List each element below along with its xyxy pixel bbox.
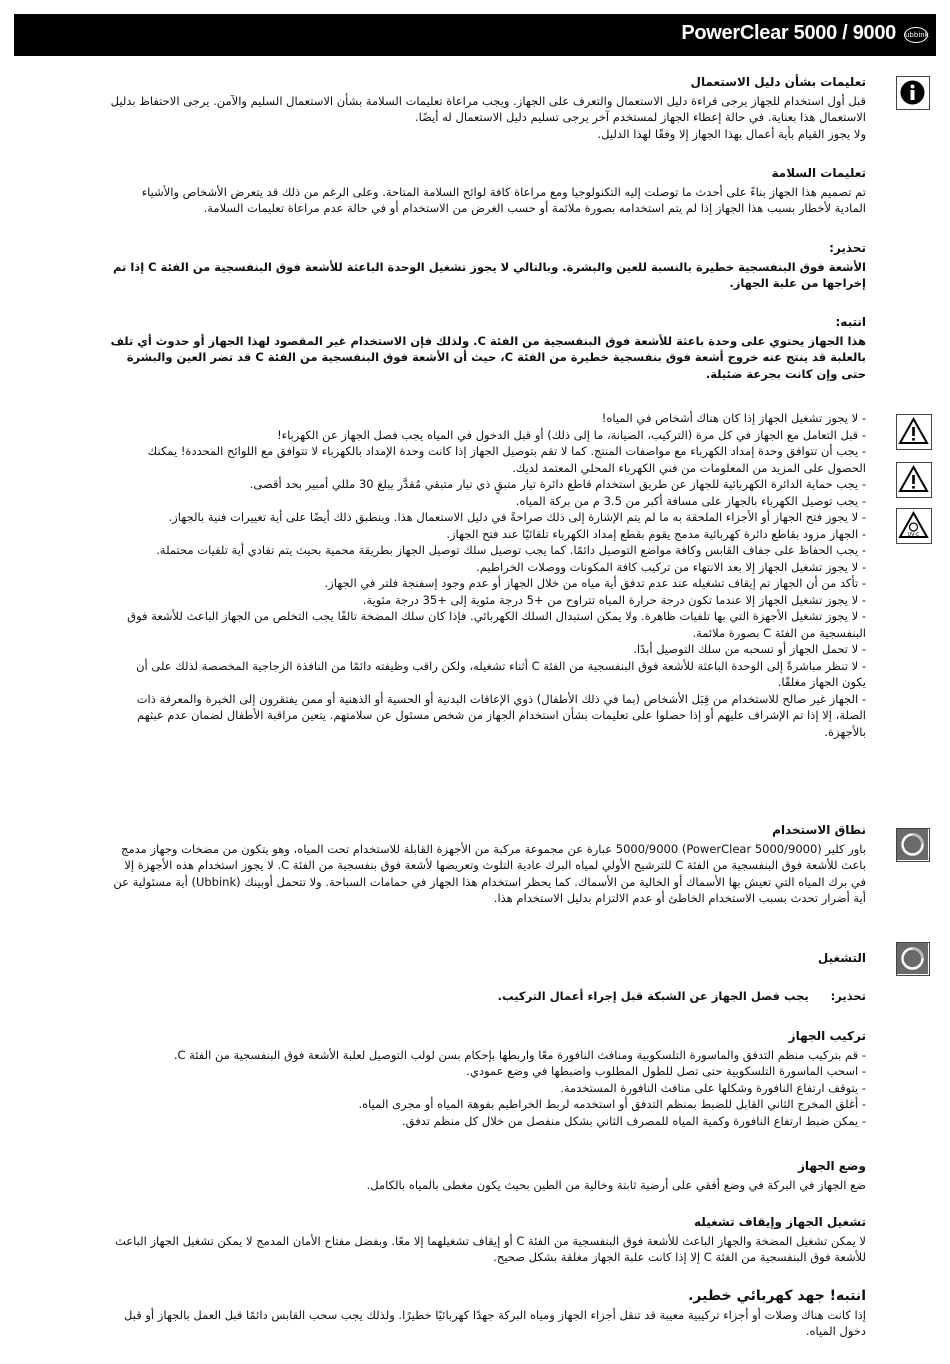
list-item: - لا يجوز فتح الجهاز أو الأجزاء الملحقة به ما لم يتم الإشارة إلى ذلك صراحةً في دليل الاستعمال هذا. وينطبق ذلك أيضًا على أية تغييرات فنية بالجهاز.: [110, 509, 866, 526]
manual-text: قبل أول استخدام للجهاز يرجى قراءة دليل الاستعمال والتعرف على الجهاز. ويجب مراعاة تعليمات السلامة بشأن الاستعمال السليم والآمن. يرجى الاحتفاظ بدليل الاستعمال هذا بعناية. في حالة إعطاء الجهاز لمستخدم آخر يرجى تسليم دليل الاستعمال له أيضًا.: [110, 93, 866, 124]
list-item: - لا يجوز تشغيل الجهاز إذا كان هناك أشخاص في المياه!: [110, 410, 866, 427]
list-item: - الجهاز مزود بقاطع دائرة كهربائية مدمج يقوم بقطع إمداد الكهرباء تلقائيًا عند فتح الجهاز.: [110, 526, 866, 543]
electric-danger-text: إذا كانت هناك وصلات أو أجزاء تركيبية معيبة قد تنقل أجزاء الجهاز ومياه البركة جهدًا كهربائيًا خطيرًا. ولذلك يجب سحب القابس دائمًا قبل العمل بالجهاز أو قبل دخول المياه.: [124, 1307, 866, 1338]
scope-text: باور كلير (PowerClear 5000/9000) 5000/9000 عبارة عن مجموعة مركبة من الأجهزة القابلة للاستخدام تحت المياه، وهو يتكون من مضخات وجهاز مدمج باعث للأشعة فوق البنفسجية من الفئة C للترشيح الأولي لمياه البرك عادية التلوث وتعريضها لأشعة فوق بنفسجية من الفئة C. لا يجوز استخدام هذه الأجهزة إلا في برك المياه التي تعيش بها الأسماك أو الخالية من الأسماك. كما يحظر استخدام هذا الجهاز في حمامات السباحة. ولا تتحمل أوبينك (Ubbink) أية مسئولية عن أية أضرار تحدث بسبب الاستخدام الخاطئ أو عدم الالتزام بدليل الاستخدام هذا.: [113, 841, 866, 905]
assembly-section: [110, 1028, 866, 1129]
list-item: - تأكد من أن الجهاز تم إيقاف تشغيله عند عدم تدفق أية مياه من خلال الجهاز أو عدم وجود إسفنجة فلتر في الجهاز.: [110, 575, 866, 592]
manual-text-2: ولا يجوز القيام بأية أعمال بهذا الجهاز إلا وفقًا لهذا الدليل.: [597, 126, 866, 141]
product-title: PowerClear 5000 / 9000: [681, 22, 896, 44]
manual-section: [110, 74, 866, 142]
manual-title: تعليمات بشأن دليل الاستعمال: [690, 75, 866, 89]
attention-title: انتبه:: [835, 315, 866, 329]
info-icon: [896, 76, 930, 110]
operation-warning-text: يجب فصل الجهاز عن الشبكة قبل إجراء أعمال التركيب.: [497, 989, 809, 1003]
uv-c-warning-icon: [896, 508, 932, 544]
list-item: - يجب أن تتوافق وحدة إمداد الكهرباء مع مواصفات المنتج. كما لا تقم بتوصيل الجهاز إذا كانت وحدة الإمداد بالكهرباء لا تتوافق مع اللوائح المحددة! يمكنك الحصول على المزيد من المعلومات من فني الكهرباء المحلي المعتمد لديك.: [110, 443, 866, 476]
assembly-title: تركيب الجهاز: [788, 1029, 866, 1043]
list-item: - قبل التعامل مع الجهاز في كل مرة (التركيب، الصيانة، ما إلى ذلك) أو قبل الدخول في المياه يجب فصل الجهاز عن الكهرباء!: [110, 427, 866, 444]
electric-danger-section: [110, 1288, 866, 1340]
scope-icon: [896, 828, 930, 862]
uv-warning-title: تحذير:: [829, 241, 866, 255]
switching-text: لا يمكن تشغيل المضخة والجهاز الباعث للأشعة فوق البنفسجية من الفئة C أو إيقاف تشغيلهما إلا معًا. وبفضل مفتاح الأمان المدمج لا يمكن تشغيل الجهاز الباعث للأشعة فوق البنفسجية من الفئة C إلا إذا كانت علبة الجهاز مغلقة بشكل صحيح.: [114, 1233, 866, 1264]
scope-section: [110, 822, 866, 907]
operation-icon: [896, 942, 930, 976]
uv-warning-section: [110, 240, 866, 292]
placement-text: ضع الجهاز في البركة في وضع أفقي على أرضية ثابتة وخالية من الطين بحيث يكون مغطى بالمياه بالكامل.: [366, 1177, 866, 1192]
switching-title: تشغيل الجهاز وإيقاف تشغيله: [694, 1215, 866, 1229]
switching-section: [110, 1214, 866, 1266]
warning-triangle-icon: [896, 462, 932, 498]
list-item: - قم بتركيب منظم التدفق والماسورة التلسكوبية ومنافث النافورة معًا واربطها بإحكام بسن لولب التوصيل لعلبة الأشعة فوق البنفسجية من الفئة C.: [110, 1047, 866, 1064]
list-item: - يجب توصيل الكهرباء بالجهاز على مسافة أكبر من 3.5 م من بركة المياه.: [110, 493, 866, 510]
list-item: - لا يجوز تشغيل الجهاز إلا عندما تكون درجة حرارة المياه تتراوح من +5 درجة مئوية إلى +35 درجة مئوية.: [110, 592, 866, 609]
operation-section: [110, 950, 866, 969]
uv-warning-text: الأشعة فوق البنفسجية خطيرة بالنسبة للعين والبشرة. وبالتالي لا يجوز تشغيل الوحدة الباعثة للأشعة فوق البنفسجية من الفئة C إذا تم إخراجها من علبة الجهاز.: [113, 259, 866, 290]
list-item: - يجب حماية الدائرة الكهربائية للجهاز عن طريق استخدام قاطع دائرة تيار متبقٍ ذي تيار متبقي مُقدَّر يبلغ 30 مللي أمبير بحد أقصى.: [110, 476, 866, 493]
list-item: - اسحب الماسورة التلسكوبية حتى تصل للطول المطلوب واضبطها في وضع عمودي.: [110, 1063, 866, 1080]
safety-rules-list: [110, 410, 866, 740]
ubbink-logo: ubbink: [904, 27, 928, 43]
safety-section: [110, 165, 866, 217]
list-item: - أغلق المخرج الثاني القابل للضبط بمنظم التدفق أو استخدمه لربط الخراطيم بفوهة المياه أو مجرى المياه.: [110, 1096, 866, 1113]
operation-title: التشغيل: [817, 951, 866, 965]
list-item: - لا تحمل الجهاز أو تسحبه من سلك التوصيل أبدًا.: [110, 641, 866, 658]
operation-warning: [110, 988, 866, 1005]
list-item: - يتوقف ارتفاع النافورة وشكلها على منافث النافورة المستخدمة.: [110, 1080, 866, 1097]
list-item: - لا تنظر مباشرةً إلى الوحدة الباعثة للأشعة فوق البنفسجية من الفئة C أثناء تشغيله، ولكن راقب وظيفته دائمًا من النافذة الزجاجية المخصصة لذلك على أن يكون الجهاز مغلقًا.: [110, 658, 866, 691]
safety-text: تم تصميم هذا الجهاز بناءً على أحدث ما توصلت إليه التكنولوجيا ومع مراعاة كافة لوائح السلامة المتاحة. وعلى الرغم من ذلك قد يتعرض الأشخاص والأشياء المادية لأخطار بسبب هذا الجهاز إذا لم يتم استخدامه بصورة ملائمة أو حسب الغرض من الاستخدام أو في حالة عدم مراعاة تعليمات السلامة.: [141, 184, 866, 215]
general-warning-icon: [896, 414, 932, 450]
electric-danger-title: انتبه! جهد كهربائي خطير.: [688, 1288, 866, 1304]
placement-title: وضع الجهاز: [797, 1159, 866, 1173]
list-item: - يمكن ضبط ارتفاع النافورة وكمية المياه للمصرف الثاني بشكل منفصل من خلال كل منظم تدفق.: [110, 1113, 866, 1130]
placement-section: [110, 1158, 866, 1193]
list-item: - لا يجوز تشغيل الجهاز إلا بعد الانتهاء من تركيب كافة المكونات ووصلات الخراطيم.: [110, 559, 866, 576]
assembly-list: [110, 1047, 866, 1130]
list-item: - لا يجوز تشغيل الأجهزة التي بها تلفيات ظاهرة. ولا يمكن استبدال السلك الكهربائي. فإذا كان سلك المضخة تالفًا يجب التخلص من الجهاز الباعث للأشعة فوق البنفسجية من الفئة C بصورة ملائمة.: [110, 608, 866, 641]
scope-title: نطاق الاستخدام: [772, 823, 866, 837]
safety-rules-section: [110, 410, 866, 740]
attention-text: هذا الجهاز يحتوي على وحدة باعثة للأشعة فوق البنفسجية من الفئة C. ولذلك فإن الاستخدام غير المقصود لهذا الجهاز أو حدوث أي تلف بالعلبة قد ينتج عنه خروج أشعة فوق بنفسجية خطيرة من الفئة C، حيث أن الأشعة فوق البنفسجية من الفئة C قد تضر العين والبشرة حتى وإن كانت بجرعة ضئيلة.: [110, 333, 866, 381]
uv-c-label: UV-C: [907, 532, 920, 538]
list-item: - يجب الحفاظ على جفاف القابس وكافة مواضع التوصيل دائمًا. كما يجب توصيل سلك توصيل الجهاز بطريقة محمية بحيث يتم تفادي أية تلفيات محتملة.: [110, 542, 866, 559]
header-bar: [14, 14, 936, 56]
safety-title: تعليمات السلامة: [771, 166, 866, 180]
operation-warning-label: تحذير:: [830, 989, 866, 1003]
attention-section: [110, 314, 866, 382]
list-item: - الجهاز غير صالح للاستخدام من قِبَل الأشخاص (بما في ذلك الأطفال) ذوي الإعاقات البدنية أو الحسية أو الذهنية أو ممن يفتقرون إلى الخبرة والمعرفة ذات الصلة، إلا إذا تم الإشراف عليهم أو إذا حصلوا على تعليمات بشأن استخدام الجهاز من شخص مسئول عن سلامتهم. يتعين مراقبة الأطفال لضمان عدم عبثهم بالأجهزة.: [110, 691, 866, 741]
